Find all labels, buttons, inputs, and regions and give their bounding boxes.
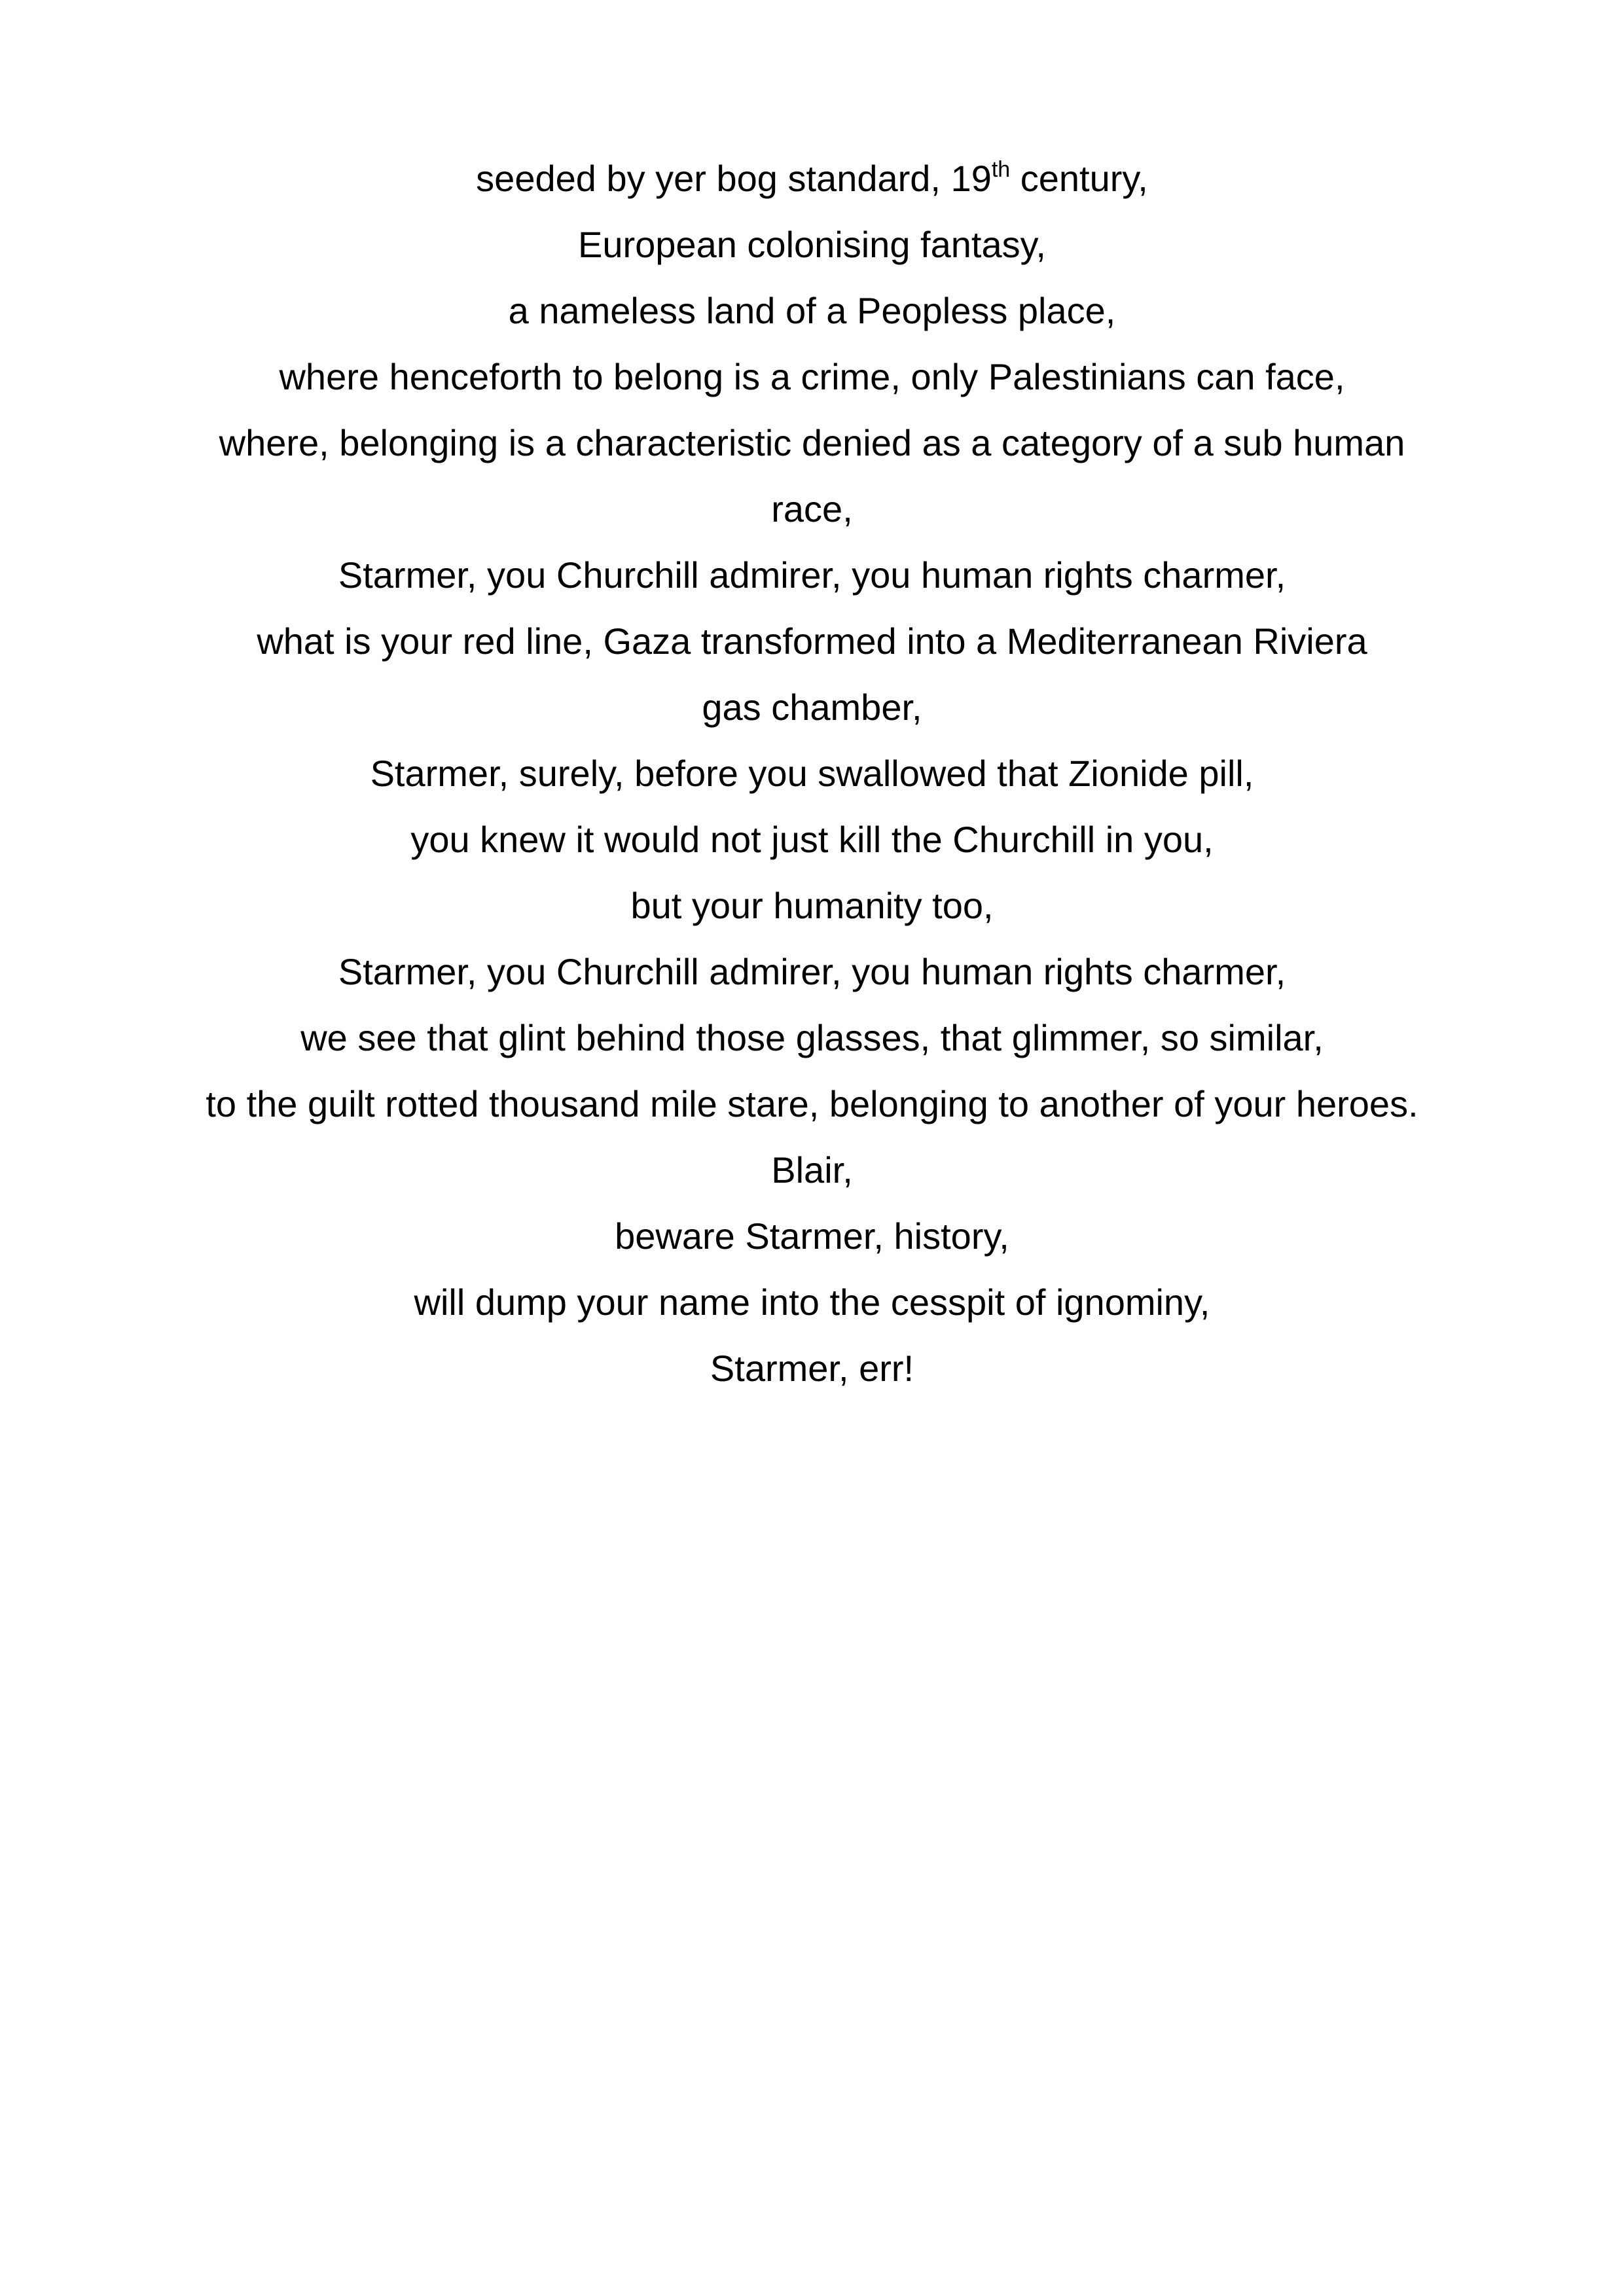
poem-line: where, belonging is a characteristic denied as a category of a sub human — [219, 422, 1405, 463]
poem-line: race, — [771, 488, 853, 529]
poem-line: we see that glint behind those glasses, that glimmer, so similar, — [300, 1017, 1324, 1058]
poem-line: will dump your name into the cesspit of ignominy, — [414, 1282, 1210, 1323]
poem-line: Starmer, you Churchill admirer, you human rights charmer, — [338, 951, 1286, 992]
poem-line: European colonising fantasy, — [578, 224, 1046, 265]
poem-line: Blair, — [771, 1149, 853, 1191]
poem-line: Starmer, err! — [710, 1348, 914, 1389]
poem-line: a nameless land of a Peopless place, — [508, 290, 1116, 331]
poem-line: to the guilt rotted thousand mile stare, belonging to another of your heroes. — [206, 1083, 1418, 1124]
poem-line-text: century, — [1010, 158, 1148, 199]
poem-line: where henceforth to belong is a crime, only Palestinians can face, — [279, 356, 1345, 397]
poem-body — [170, 145, 1454, 1401]
poem-line — [170, 145, 1454, 211]
poem-line: Starmer, you Churchill admirer, you human rights charmer, — [338, 554, 1286, 596]
poem-line: you knew it would not just kill the Churchill in you, — [410, 819, 1214, 860]
poem-line: Starmer, surely, before you swallowed that Zionide pill, — [370, 753, 1254, 794]
poem-line: gas chamber, — [702, 687, 922, 728]
poem-line: what is your red line, Gaza transformed into a Mediterranean Riviera — [257, 620, 1367, 662]
poem-line: but your humanity too, — [630, 885, 994, 926]
poem-line-text: seeded by yer bog standard, 19 — [476, 158, 992, 199]
poem-line: beware Starmer, history, — [615, 1215, 1009, 1257]
ordinal-superscript: th — [991, 157, 1011, 182]
